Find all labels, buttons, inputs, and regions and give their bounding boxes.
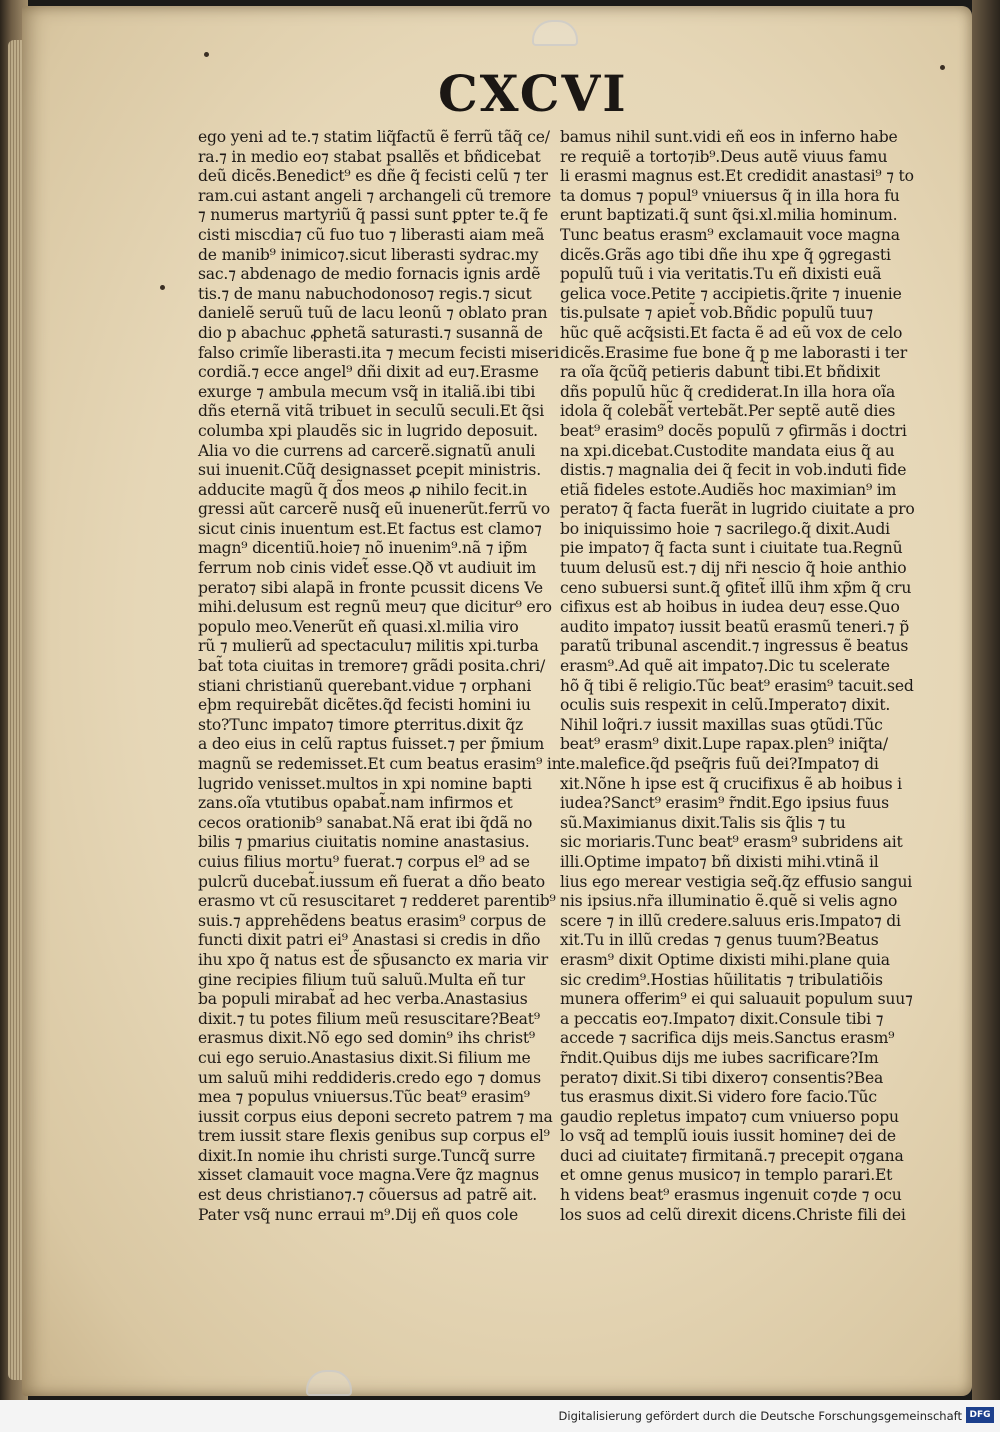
- right-column-line: gelica voce.Petite ⁊ accipietis.q̃rite ⁊ inuenie: [560, 284, 902, 303]
- right-column-line: a peccatis eo⁊.Impato⁊ dixit.Consule tibi ⁊: [560, 1009, 884, 1028]
- right-column-line: idola q̃ colebãt̃ vertebãt.Per septẽ autẽ dies: [560, 402, 896, 421]
- right-column-line: distis.⁊ magnalia dei q̃ fecit in vob.induti fide: [560, 461, 907, 480]
- right-column-line: scere ⁊ in illũ credere.saluus eris.Impato⁊ di: [560, 911, 901, 930]
- left-column-line: danielẽ seruũ tuũ de lacu leonũ ⁊ oblato pran: [198, 304, 548, 323]
- left-column-line: xisset clamauit voce magna.Vere q̃z magnus: [198, 1166, 539, 1185]
- left-column-line: dio p abachuc ꝓphetã saturasti.⁊ susannã de: [198, 323, 543, 342]
- right-column-line: sũ.Maximianus dixit.Talis sis q̃lis ⁊ tu: [560, 813, 846, 832]
- right-column-line: nis ipsius.nr̃a illuminatio ẽ.quẽ si velis agno: [560, 892, 898, 911]
- right-column-line: dicẽs.Grãs ago tibi dñe ihu xpe q̃ ꝯgregasti: [560, 245, 891, 264]
- left-column-line: ram.cui astant angeli ⁊ archangeli cũ tremore: [198, 186, 552, 205]
- facing-page-shadow: [972, 0, 1000, 1400]
- left-column-line: ihu xpo q̃ natus est d̃e sp̃usancto ex maria vir: [198, 950, 549, 969]
- left-column-line: iussit corpus eius deponi secreto patrem ⁊ ma: [198, 1107, 553, 1126]
- right-column-line: tus erasmus dixit.Si videro fore facio.Tũc: [560, 1088, 877, 1107]
- left-column-line: ba populi mirabat̃ ad hec verba.Anastasius: [198, 990, 528, 1009]
- left-column-line: sicut cinis inuentum est.Et factus est clamo⁊: [198, 519, 542, 538]
- right-column-line: h videns beat⁹ erasmus ingenuit co⁊de ⁊ ocu: [560, 1186, 902, 1205]
- left-column-line: cecos orationib⁹ sanabat.Nã erat ibi q̃dã no: [198, 813, 533, 832]
- right-column-line: pie impato⁊ q̃ facta sunt i ciuitate tua.Regnũ: [560, 539, 903, 558]
- left-column-line: mea ⁊ populus vniuersus.Tũc beat⁹ erasim⁹: [198, 1088, 530, 1107]
- right-column-line: tis.pulsate ⁊ apiet̃ vob.Bñdic populũ tuu⁊: [560, 304, 873, 323]
- left-column-line: lugrido venisset.multos in xpi nomine bapti: [198, 774, 532, 793]
- right-column-line: xit.Tu in illũ credas ⁊ genus tuum?Beatus: [560, 931, 879, 950]
- left-column-line: rũ ⁊ mulierũ ad spectaculu⁊ militis xpi.turba: [198, 637, 539, 656]
- left-column-line: sac.⁊ abdenago de medio fornacis ignis ardẽ: [198, 265, 541, 284]
- left-column-line: gine recipies filium tuũ saluũ.Multa eñ tur: [198, 970, 525, 989]
- right-column-line: r̃ndit.Quibus dijs me iubes sacrificare?Im: [560, 1048, 879, 1067]
- margin-dot: [940, 65, 945, 70]
- right-column-line: munera offerim⁹ ei qui saluauit populum suu⁊: [560, 990, 913, 1009]
- left-column-line: erasmus dixit.Nõ ego sed domin⁹ ihs christ⁹: [198, 1029, 535, 1048]
- right-column-line: dicẽs.Erasime fue bone q̃ p me laborasti i ter: [560, 343, 907, 362]
- left-column-line: cisti miscdia⁊ cũ fuo tuo ⁊ liberasti aiam meã: [198, 225, 545, 244]
- right-column-line: dñs populũ hũc q̃ crediderat.In illa hora oĩa: [560, 382, 896, 401]
- right-column-line: duci ad ciuitate⁊ firmitanã.⁊ precepit o⁊gana: [560, 1146, 904, 1165]
- left-column-line: Pater vsq̃ nunc erraui m⁹.Dij eñ quos cole: [198, 1205, 518, 1224]
- right-column-line: hõ q̃ tibi ẽ religio.Tũc beat⁹ erasim⁹ tacuit.sed: [560, 676, 914, 695]
- left-column-line: bilis ⁊ pmarius ciuitatis nomine anastasius.: [198, 833, 530, 852]
- left-column-line: ferrum nob cinis videt̃ esse.Qð vt audiuit im: [198, 559, 537, 578]
- left-column-line: cui ego seruio.Anastasius dixit.Si filium me: [198, 1048, 531, 1067]
- left-column-line: deũ dicẽs.Benedict⁹ es dñe q̃ fecisti celũ ⁊ ter: [198, 167, 548, 186]
- right-column-line: perato⁊ dixit.Si tibi dixero⁊ consentis?Bea: [560, 1068, 884, 1087]
- left-column-line: mihi.delusum est regnũ meu⁊ que dicitur⁹ ero: [198, 598, 552, 617]
- left-column-line: columba xpi plaudẽs sic in lugrido deposuit.: [198, 421, 538, 440]
- right-column-line: et omne genus musico⁊ in templo parari.Et: [560, 1166, 893, 1185]
- left-column-line: de manib⁹ inimico⁊.sicut liberasti sydrac.my: [198, 245, 539, 264]
- right-column-line: bamus nihil sunt.vidi eñ eos in inferno habe: [560, 128, 898, 146]
- left-column-line: perato⁊ sibi alapã in fronte pcussit dicens Ve: [198, 578, 543, 597]
- right-column-line: sic credim⁹.Hostias hũilitatis ⁊ tribulatiõis: [560, 970, 883, 989]
- left-column-line: suis.⁊ apprehẽdens beatus erasim⁹ corpus de: [198, 911, 547, 930]
- right-column-line: etiã fideles estote.Audiẽs hoc maximian⁹ im: [560, 480, 897, 499]
- right-column-line: populũ tuũ i via veritatis.Tu eñ dixisti euã: [560, 265, 882, 284]
- left-column-line: cordiã.⁊ ecce angel⁹ dñi dixit ad eu⁊.Erasme: [198, 363, 539, 382]
- right-column-line: hũc quẽ acq̃sisti.Et facta ẽ ad eũ vox de celo: [560, 323, 903, 342]
- right-column-line: Tunc beatus erasm⁹ exclamauit voce magna: [560, 225, 900, 244]
- right-column-line: erasm⁹.Ad quẽ ait impato⁊.Dic tu scelerate: [560, 657, 890, 676]
- right-column-line: perato⁊ q̃ facta fuerãt in lugrido ciuitate a pro: [560, 500, 915, 519]
- right-column-line: erunt baptizati.q̃ sunt q̃si.xl.milia hominum.: [560, 206, 898, 225]
- right-column-line: ra oĩa q̃cũq̃ petieris dabunt̃ tibi.Et bñdixit: [560, 363, 880, 382]
- right-column-line: los suos ad celũ direxit dicens.Christe fili dei: [560, 1205, 906, 1224]
- right-column-line: oculis suis respexit in celũ.Imperato⁊ dixit.: [560, 696, 891, 715]
- left-column-line: functi dixit patri ei⁹ Anastasi si credis in dño: [198, 931, 541, 950]
- right-column-line: sic moriaris.Tunc beat⁹ erasm⁹ subridens ait: [560, 833, 903, 852]
- right-column-line: li erasmi magnus est.Et credidit anastasi⁹ ⁊ to: [560, 167, 914, 186]
- left-column-line: adducite magũ q̃ d̃os meos ꝓ nihilo fecit.in: [198, 480, 528, 499]
- left-column-line: eþm requirebãt dicẽtes.q̃d fecisti homini iu: [198, 696, 531, 715]
- left-column-line: pulcrũ ducebat̃.iussum eñ fuerat a dño beato: [198, 872, 545, 891]
- left-column-line: tis.⁊ de manu nabuchodonoso⁊ regis.⁊ sicut: [198, 284, 532, 303]
- text-column-left: [198, 128, 562, 1225]
- left-column-line: erasmo vt cũ resuscitaret ⁊ redderet parentib⁹: [198, 892, 556, 911]
- right-column-line: lo vsq̃ ad templũ iouis iussit homine⁊ dei de: [560, 1127, 896, 1146]
- right-column-line: iudea?Sanct⁹ erasim⁹ r̃ndit.Ego ipsius fuus: [560, 794, 889, 813]
- right-column-line: beat⁹ erasm⁹ dixit.Lupe rapax.plen⁹ iniq̃ta/: [560, 735, 888, 754]
- right-column-line: audito impato⁊ iussit beatũ erasmũ teneri.⁊ p̃: [560, 617, 909, 636]
- left-column-line: a deo eius in celũ raptus fuisset.⁊ per p̃mium: [198, 735, 545, 754]
- left-column-line: gressi aũt carcerẽ nusq̃ eũ inuenerũt.ferrũ vo: [198, 500, 550, 519]
- left-column-line: magn⁹ dicentiũ.hoie⁊ nõ inuenim⁹.nã ⁊ ip̃m: [198, 539, 528, 558]
- left-column-line: zans.oĩa vtutibus opabat̃.nam infirmos et: [198, 794, 513, 813]
- right-column-line: ta domus ⁊ popul⁹ vniuersus q̃ in illa hora fu: [560, 186, 900, 205]
- digitization-footer: [0, 1400, 1000, 1432]
- right-column-line: re requiẽ a torto⁊ib⁹.Deus autẽ viuus famu: [560, 147, 888, 166]
- right-column-line: bo iniquissimo hoie ⁊ sacrilego.q̃ dixit.Audi: [560, 519, 890, 538]
- folio-number: CXCVI: [438, 64, 628, 123]
- right-column-line: paratũ tribunal ascendit.⁊ ingressus ẽ beatus: [560, 637, 909, 656]
- left-column-line: cuius filius mortu⁹ fuerat.⁊ corpus el⁹ ad se: [198, 852, 530, 871]
- right-column-line: na xpi.dicebat.Custodite mandata eius q̃ au: [560, 441, 895, 460]
- right-column-line: beat⁹ erasim⁹ docẽs populũ ⁊ ꝯfirmãs i doctri: [560, 421, 907, 440]
- left-column-line: sui inuenit.Cũq̃ designasset ꝑcepit ministris.: [198, 461, 541, 480]
- left-column-line: ⁊ numerus martyriũ q̃ passi sunt ꝑpter te.q̃ fe: [198, 206, 548, 225]
- right-column-line: lius ego merear vestigia seq̃.q̃z effusio sangui: [560, 872, 913, 891]
- left-column-line: trem iussit stare flexis genibus sup corpus el⁹: [198, 1127, 550, 1146]
- left-column-line: um saluũ mihi reddideris.credo ego ⁊ domus: [198, 1068, 541, 1087]
- top-page-clip: [532, 20, 578, 46]
- left-column-line: est deus christiano⁊.⁊ cõuersus ad patrẽ ait.: [198, 1186, 538, 1205]
- text-column-right: [560, 128, 915, 1225]
- left-column-line: ego yeni ad te.⁊ statim liq̃factũ ẽ ferrũ tãq̃ ce/: [198, 128, 550, 146]
- right-column-line: accede ⁊ sacrifica dijs meis.Sanctus erasm⁹: [560, 1029, 895, 1048]
- left-column-line: dñs eternã vitã tribuet in seculũ seculi.Et q̃si: [198, 402, 545, 421]
- left-column-line: exurge ⁊ ambula mecum vsq̃ in italiã.ibi tibi: [198, 382, 536, 401]
- right-column-line: ceno subuersi sunt.q̃ ꝯfitet̃ illũ ihm xp̃m q̃ cru: [560, 578, 912, 597]
- right-column-line: te.malefice.q̃d pseq̃ris fuũ dei?Impato⁊ di: [560, 755, 879, 773]
- right-column-line: gaudio repletus impato⁊ cum vniuerso popu: [560, 1107, 899, 1126]
- left-column-line: stiani christianũ querebant.vidue ⁊ orphani: [198, 676, 532, 695]
- dfg-logo: DFG: [966, 1407, 994, 1423]
- margin-dot: [160, 285, 165, 290]
- left-column-line: bat̃ tota ciuitas in tremore⁊ grãdi posita.chri/: [198, 657, 546, 676]
- funding-credit: Digitalisierung gefördert durch die Deutsche Forschungsgemeinschaft: [558, 1409, 962, 1423]
- left-column-line: falso crimĩe liberasti.ita ⁊ mecum fecisti miseri: [198, 343, 560, 362]
- right-column-line: xit.Nõne h ipse est q̃ crucifixus ẽ ab hoibus i: [560, 774, 902, 793]
- left-column-line: populo meo.Venerũt eñ quasi.xl.milia viro: [198, 617, 519, 636]
- right-column-line: erasm⁹ dixit Optime dixisti mihi.plane quia: [560, 950, 890, 969]
- left-column-line: sto?Tunc impato⁊ timore ꝑterritus.dixit q̃z: [198, 715, 524, 734]
- left-column-line: dixit.⁊ tu potes filium meũ resuscitare?Beat⁹: [198, 1009, 540, 1028]
- left-column-line: Alia vo die currens ad carcerẽ.signatũ anuli: [198, 441, 536, 460]
- margin-dot: [204, 52, 209, 57]
- right-column-line: tuum delusũ est.⁊ dij nr̃i nescio q̃ hoie anthio: [560, 559, 907, 578]
- right-column-line: Nihil loq̃ri.⁊ iussit maxillas suas ꝯtũdi.Tũc: [560, 715, 883, 734]
- bottom-page-clip: [306, 1370, 352, 1396]
- left-column-line: ra.⁊ in medio eo⁊ stabat psallẽs et bñdicebat: [198, 147, 541, 166]
- right-column-line: illi.Optime impato⁊ bñ dixisti mihi.vtinã il: [560, 852, 879, 871]
- right-column-line: cifixus est ab hoibus in iudea deu⁊ esse.Quo: [560, 598, 900, 617]
- left-column-line: dixit.In nomie ihu christi surge.Tuncq̃ surre: [198, 1146, 536, 1165]
- left-column-line: magnũ se redemisset.Et cum beatus erasim⁹ in: [198, 755, 562, 773]
